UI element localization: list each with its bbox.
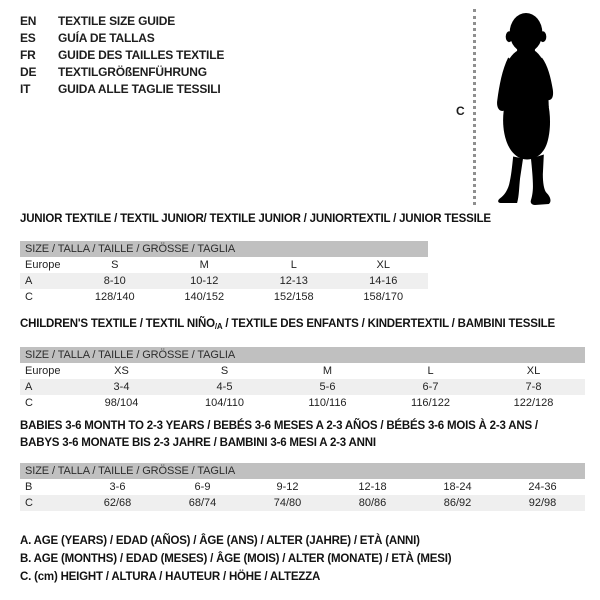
table-cell: 6-7 (422, 381, 439, 393)
table-cell: 9-12 (276, 481, 299, 493)
junior-row-europe (20, 257, 428, 273)
table-cell: 12-13 (279, 275, 308, 287)
language-title-list (20, 12, 224, 97)
legend-height-cm: C. (cm) HEIGHT / ALTURA / HAUTEUR / HÖHE / ALTEZZA (20, 571, 321, 583)
toddler-silhouette (481, 8, 573, 206)
table-cell: XS (114, 365, 129, 377)
lang-row-de (20, 63, 224, 80)
table-cell: 128/140 (94, 291, 135, 303)
table-cell: 98/104 (104, 397, 139, 409)
row-label: A (25, 275, 33, 287)
babies-row-months (20, 479, 585, 495)
height-measure-label: C (456, 104, 465, 118)
children-row-age (20, 379, 585, 395)
lang-row-en (20, 12, 224, 29)
table-cell: 14-16 (369, 275, 398, 287)
children-row-europe (20, 363, 585, 379)
junior-size-header-bar: SIZE / TALLA / TAILLE / GRÖSSE / TAGLIA (20, 241, 428, 257)
table-cell: 12-18 (358, 481, 387, 493)
lang-code-es: ES (20, 30, 36, 45)
table-cell: 68/74 (188, 497, 217, 509)
lang-row-es (20, 29, 224, 46)
junior-size-table (20, 241, 428, 305)
table-cell: 24-36 (528, 481, 557, 493)
table-cell: M (322, 365, 333, 377)
children-size-table (20, 347, 585, 411)
row-label: Europe (25, 259, 61, 271)
table-cell: L (290, 259, 297, 271)
junior-row-age (20, 273, 428, 289)
babies-size-header-bar: SIZE / TALLA / TAILLE / GRÖSSE / TAGLIA (20, 463, 585, 479)
table-cell: XL (526, 365, 541, 377)
babies-size-table (20, 463, 585, 511)
table-cell: 116/122 (411, 397, 450, 409)
table-cell: S (220, 365, 229, 377)
row-label: C (25, 397, 33, 409)
children-row-height (20, 395, 585, 411)
legend-age-months: B. AGE (MONTHS) / EDAD (MESES) / ÂGE (MOIS) / ALTER (MONATE) / ETÀ (MESI) (20, 553, 452, 565)
lang-title-en: TEXTILE SIZE GUIDE (58, 13, 176, 28)
table-cell: 152/158 (273, 291, 314, 303)
table-cell: 7-8 (525, 381, 542, 393)
table-cell: 92/98 (528, 497, 557, 509)
lang-code-it: IT (20, 81, 31, 96)
row-label: B (25, 481, 33, 493)
table-cell: 18-24 (443, 481, 472, 493)
table-cell: 74/80 (273, 497, 302, 509)
babies-section-title-line1: BABIES 3-6 MONTH TO 2-3 YEARS / BEBÉS 3-6 MESES A 2-3 AÑOS / BÉBÉS 3-6 MOIS À 2-3 ANS / (20, 420, 538, 432)
lang-title-es: GUÍA DE TALLAS (58, 30, 155, 45)
table-cell: 80/86 (358, 497, 387, 509)
table-cell: 104/110 (205, 397, 244, 409)
row-label: C (25, 291, 33, 303)
children-title-post: / TEXTILE DES ENFANTS / KINDERTEXTIL / BAMBINI TESSILE (222, 318, 555, 330)
table-cell: XL (376, 259, 390, 271)
lang-code-en: EN (20, 13, 37, 28)
row-label: C (25, 497, 33, 509)
table-cell: L (427, 365, 434, 377)
row-label: A (25, 381, 33, 393)
lang-row-fr (20, 46, 224, 63)
table-cell: 62/68 (103, 497, 132, 509)
table-cell: 3-6 (109, 481, 126, 493)
table-cell: 122/128 (513, 397, 554, 409)
lang-code-de: DE (20, 64, 37, 79)
children-title-pre: CHILDREN'S TEXTILE / TEXTIL NIÑO (20, 318, 215, 330)
table-cell: 6-9 (194, 481, 211, 493)
lang-title-fr: GUIDE DES TAILLES TEXTILE (58, 47, 225, 62)
height-measure-dashed-line (473, 9, 476, 205)
lang-title-de: TEXTILGRÖßENFÜHRUNG (58, 64, 207, 79)
table-cell: S (111, 259, 119, 271)
junior-row-height (20, 289, 428, 305)
row-label: Europe (25, 365, 61, 377)
table-cell: 10-12 (190, 275, 219, 287)
table-cell: 4-5 (216, 381, 233, 393)
lang-code-fr: FR (20, 47, 36, 62)
table-cell: 5-6 (319, 381, 336, 393)
lang-title-it: GUIDA ALLE TAGLIE TESSILI (58, 81, 221, 96)
children-title-sub: /A (214, 322, 223, 331)
junior-section-title: JUNIOR TEXTILE / TEXTIL JUNIOR/ TEXTILE JUNIOR / JUNIORTEXTIL / JUNIOR TESSILE (20, 213, 491, 225)
legend-age-years: A. AGE (YEARS) / EDAD (AÑOS) / ÂGE (ANS) / ALTER (JAHRE) / ETÀ (ANNI) (20, 535, 420, 547)
table-cell: 110/116 (308, 397, 347, 409)
table-cell: 8-10 (103, 275, 126, 287)
babies-row-height (20, 495, 585, 511)
table-cell: 86/92 (443, 497, 472, 509)
lang-row-it (20, 80, 224, 97)
babies-section-title-line2: BABYS 3-6 MONATE BIS 2-3 JAHRE / BAMBINI 3-6 MESI A 2-3 ANNI (20, 437, 376, 449)
table-cell: 158/170 (363, 291, 404, 303)
children-section-title (20, 318, 555, 331)
table-cell: 140/152 (184, 291, 225, 303)
table-cell: 3-4 (113, 381, 130, 393)
table-cell: M (199, 259, 209, 271)
children-size-header-bar: SIZE / TALLA / TAILLE / GRÖSSE / TAGLIA (20, 347, 585, 363)
